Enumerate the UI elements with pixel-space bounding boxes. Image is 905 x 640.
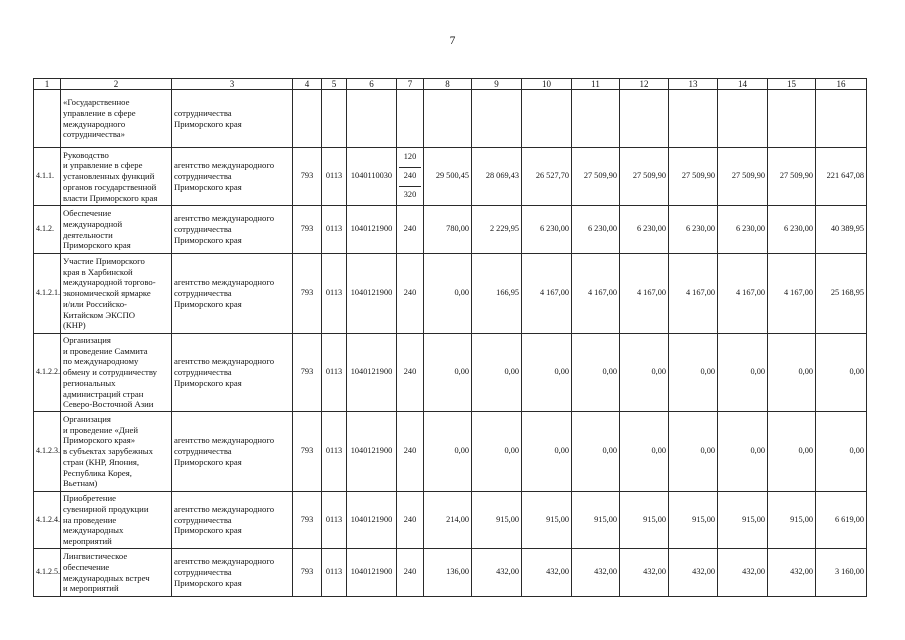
table-row (34, 254, 867, 334)
code-cell-col5: 0113 (322, 334, 347, 412)
code-subcell: 320 (399, 186, 421, 205)
row-number-cell: 4.1.2.1. (34, 254, 61, 334)
code-cell-col7 (397, 90, 424, 148)
header-cell-13: 13 (669, 79, 718, 90)
amount-cell-col10 (522, 90, 572, 148)
amount-cell-col8: 29 500,45 (424, 148, 472, 206)
budget-table (33, 78, 867, 597)
amount-cell-col15: 6 230,00 (768, 206, 816, 254)
table-row (34, 492, 867, 549)
code-cell-col5: 0113 (322, 549, 347, 597)
amount-cell-col15: 27 509,90 (768, 148, 816, 206)
amount-cell-col15: 915,00 (768, 492, 816, 549)
amount-cell-col11: 915,00 (572, 492, 620, 549)
amount-cell-col11: 6 230,00 (572, 206, 620, 254)
item-name-cell: Организация и проведение «Дней Приморского края» в субъектах зарубежных стран (КНР, Япония, Республика Корея, Вьетнам) (61, 412, 172, 492)
amount-cell-col12: 432,00 (620, 549, 669, 597)
header-cell-7: 7 (397, 79, 424, 90)
row-number-cell (34, 90, 61, 148)
amount-cell-col10: 0,00 (522, 412, 572, 492)
row-number-cell: 4.1.2.2. (34, 334, 61, 412)
amount-cell-col15: 0,00 (768, 412, 816, 492)
item-name-cell: Лингвистическое обеспечение международных встреч и мероприятий (61, 549, 172, 597)
code-cell-col4 (293, 90, 322, 148)
executor-cell: сотрудничества Приморского края (172, 90, 293, 148)
header-cell-8: 8 (424, 79, 472, 90)
amount-cell-col15: 432,00 (768, 549, 816, 597)
item-name-cell: Обеспечение международной деятельности Приморского края (61, 206, 172, 254)
amount-cell-col12: 915,00 (620, 492, 669, 549)
code-cell-col4: 793 (293, 254, 322, 334)
amount-cell-col11: 27 509,90 (572, 148, 620, 206)
amount-cell-col14: 915,00 (718, 492, 768, 549)
amount-cell-col11: 4 167,00 (572, 254, 620, 334)
amount-cell-col14: 0,00 (718, 412, 768, 492)
amount-cell-col13 (669, 90, 718, 148)
code-cell-col7: 240 (397, 254, 424, 334)
amount-cell-col10: 26 527,70 (522, 148, 572, 206)
amount-cell-col15: 0,00 (768, 334, 816, 412)
code-cell-col7: 240 (397, 492, 424, 549)
code-cell-col5: 0113 (322, 492, 347, 549)
amount-cell-col14: 432,00 (718, 549, 768, 597)
amount-cell-col13: 432,00 (669, 549, 718, 597)
header-cell-4: 4 (293, 79, 322, 90)
item-name-cell: Организация и проведение Саммита по международному обмену и сотрудничеству региональных администраций стран Северо-Восточной Азии (61, 334, 172, 412)
amount-cell-col14: 27 509,90 (718, 148, 768, 206)
executor-cell: агентство международного сотрудничества Приморского края (172, 148, 293, 206)
amount-cell-col11 (572, 90, 620, 148)
amount-cell-col8: 0,00 (424, 412, 472, 492)
amount-cell-col11: 432,00 (572, 549, 620, 597)
header-cell-14: 14 (718, 79, 768, 90)
row-number-cell: 4.1.2.4. (34, 492, 61, 549)
page-number: 7 (449, 35, 456, 47)
amount-cell-col10: 6 230,00 (522, 206, 572, 254)
executor-cell: агентство международного сотрудничества Приморского края (172, 492, 293, 549)
amount-cell-col10: 432,00 (522, 549, 572, 597)
item-name-cell: Руководство и управление в сфере установленных функций органов государственной власти Приморского края (61, 148, 172, 206)
table-row (34, 90, 867, 148)
amount-cell-col8: 136,00 (424, 549, 472, 597)
row-number-cell: 4.1.2.5. (34, 549, 61, 597)
code-cell-col5: 0113 (322, 148, 347, 206)
amount-cell-col9: 166,95 (472, 254, 522, 334)
amount-cell-col12: 6 230,00 (620, 206, 669, 254)
amount-cell-col10: 915,00 (522, 492, 572, 549)
table-row (34, 206, 867, 254)
header-cell-12: 12 (620, 79, 669, 90)
amount-cell-col11: 0,00 (572, 412, 620, 492)
amount-cell-col12: 0,00 (620, 334, 669, 412)
code-cell-col4: 793 (293, 492, 322, 549)
amount-cell-col9: 915,00 (472, 492, 522, 549)
code-cell-col4: 793 (293, 412, 322, 492)
code-cell-col5: 0113 (322, 254, 347, 334)
code-cell-col7: 240 (397, 549, 424, 597)
header-cell-11: 11 (572, 79, 620, 90)
code-subcell: 240 (399, 167, 421, 186)
code-cell-col5 (322, 90, 347, 148)
amount-cell-col16: 0,00 (816, 334, 867, 412)
amount-cell-col16: 25 168,95 (816, 254, 867, 334)
amount-cell-col16: 0,00 (816, 412, 867, 492)
amount-cell-col9: 0,00 (472, 412, 522, 492)
code-cell-col6: 1040121900 (347, 492, 397, 549)
code-cell-col5: 0113 (322, 206, 347, 254)
amount-cell-col9: 28 069,43 (472, 148, 522, 206)
amount-cell-col16 (816, 90, 867, 148)
executor-cell: агентство международного сотрудничества Приморского края (172, 206, 293, 254)
amount-cell-col12: 0,00 (620, 412, 669, 492)
amount-cell-col14: 6 230,00 (718, 206, 768, 254)
amount-cell-col8 (424, 90, 472, 148)
code-cell-col7: 240 (397, 206, 424, 254)
code-cell-col7: 240 (397, 334, 424, 412)
split-code-group (399, 149, 421, 205)
amount-cell-col8: 214,00 (424, 492, 472, 549)
code-cell-col6: 1040121900 (347, 206, 397, 254)
header-cell-1: 1 (34, 79, 61, 90)
amount-cell-col14: 4 167,00 (718, 254, 768, 334)
header-cell-15: 15 (768, 79, 816, 90)
amount-cell-col9: 2 229,95 (472, 206, 522, 254)
code-cell-col5: 0113 (322, 412, 347, 492)
row-number-cell: 4.1.2.3. (34, 412, 61, 492)
code-cell-col6 (347, 90, 397, 148)
amount-cell-col14 (718, 90, 768, 148)
code-cell-col4: 793 (293, 206, 322, 254)
amount-cell-col14: 0,00 (718, 334, 768, 412)
amount-cell-col10: 0,00 (522, 334, 572, 412)
executor-cell: агентство международного сотрудничества Приморского края (172, 412, 293, 492)
code-cell-col4: 793 (293, 549, 322, 597)
code-cell-col6: 1040110030 (347, 148, 397, 206)
amount-cell-col9: 432,00 (472, 549, 522, 597)
row-number-cell: 4.1.2. (34, 206, 61, 254)
row-number-cell: 4.1.1. (34, 148, 61, 206)
amount-cell-col10: 4 167,00 (522, 254, 572, 334)
table-row (34, 412, 867, 492)
header-cell-2: 2 (61, 79, 172, 90)
amount-cell-col13: 0,00 (669, 412, 718, 492)
header-cell-9: 9 (472, 79, 522, 90)
amount-cell-col16: 221 647,08 (816, 148, 867, 206)
amount-cell-col13: 27 509,90 (669, 148, 718, 206)
amount-cell-col13: 6 230,00 (669, 206, 718, 254)
amount-cell-col12: 27 509,90 (620, 148, 669, 206)
code-subcell: 120 (403, 152, 417, 162)
code-cell-col4: 793 (293, 334, 322, 412)
executor-cell: агентство международного сотрудничества Приморского края (172, 549, 293, 597)
header-cell-3: 3 (172, 79, 293, 90)
amount-cell-col15: 4 167,00 (768, 254, 816, 334)
amount-cell-col13: 4 167,00 (669, 254, 718, 334)
amount-cell-col16: 6 619,00 (816, 492, 867, 549)
amount-cell-col16: 40 389,95 (816, 206, 867, 254)
amount-cell-col16: 3 160,00 (816, 549, 867, 597)
amount-cell-col8: 0,00 (424, 254, 472, 334)
item-name-cell: «Государственное управление в сфере международного сотрудничества» (61, 90, 172, 148)
amount-cell-col13: 915,00 (669, 492, 718, 549)
header-cell-6: 6 (347, 79, 397, 90)
header-cell-10: 10 (522, 79, 572, 90)
code-cell-col6: 1040121900 (347, 549, 397, 597)
code-cell-col6: 1040121900 (347, 254, 397, 334)
code-cell-col6: 1040121900 (347, 412, 397, 492)
executor-cell: агентство международного сотрудничества Приморского края (172, 334, 293, 412)
code-cell-col4: 793 (293, 148, 322, 206)
table-body (34, 79, 867, 597)
amount-cell-col8: 0,00 (424, 334, 472, 412)
header-cell-5: 5 (322, 79, 347, 90)
header-row (34, 79, 867, 90)
item-name-cell: Участие Приморского края в Харбинской международной торгово- экономической ярмарке и/или Российско- Китайском ЭКСПО (КНР) (61, 254, 172, 334)
amount-cell-col12: 4 167,00 (620, 254, 669, 334)
header-cell-16: 16 (816, 79, 867, 90)
table-row (34, 334, 867, 412)
table-row (34, 148, 867, 206)
code-cell-col7: 240 (397, 412, 424, 492)
amount-cell-col9: 0,00 (472, 334, 522, 412)
code-cell-col6: 1040121900 (347, 334, 397, 412)
amount-cell-col9 (472, 90, 522, 148)
amount-cell-col11: 0,00 (572, 334, 620, 412)
table-row (34, 549, 867, 597)
amount-cell-col13: 0,00 (669, 334, 718, 412)
executor-cell: агентство международного сотрудничества Приморского края (172, 254, 293, 334)
code-cell-col7 (397, 148, 424, 206)
amount-cell-col12 (620, 90, 669, 148)
amount-cell-col15 (768, 90, 816, 148)
item-name-cell: Приобретение сувенирной продукции на проведение международных мероприятий (61, 492, 172, 549)
amount-cell-col8: 780,00 (424, 206, 472, 254)
